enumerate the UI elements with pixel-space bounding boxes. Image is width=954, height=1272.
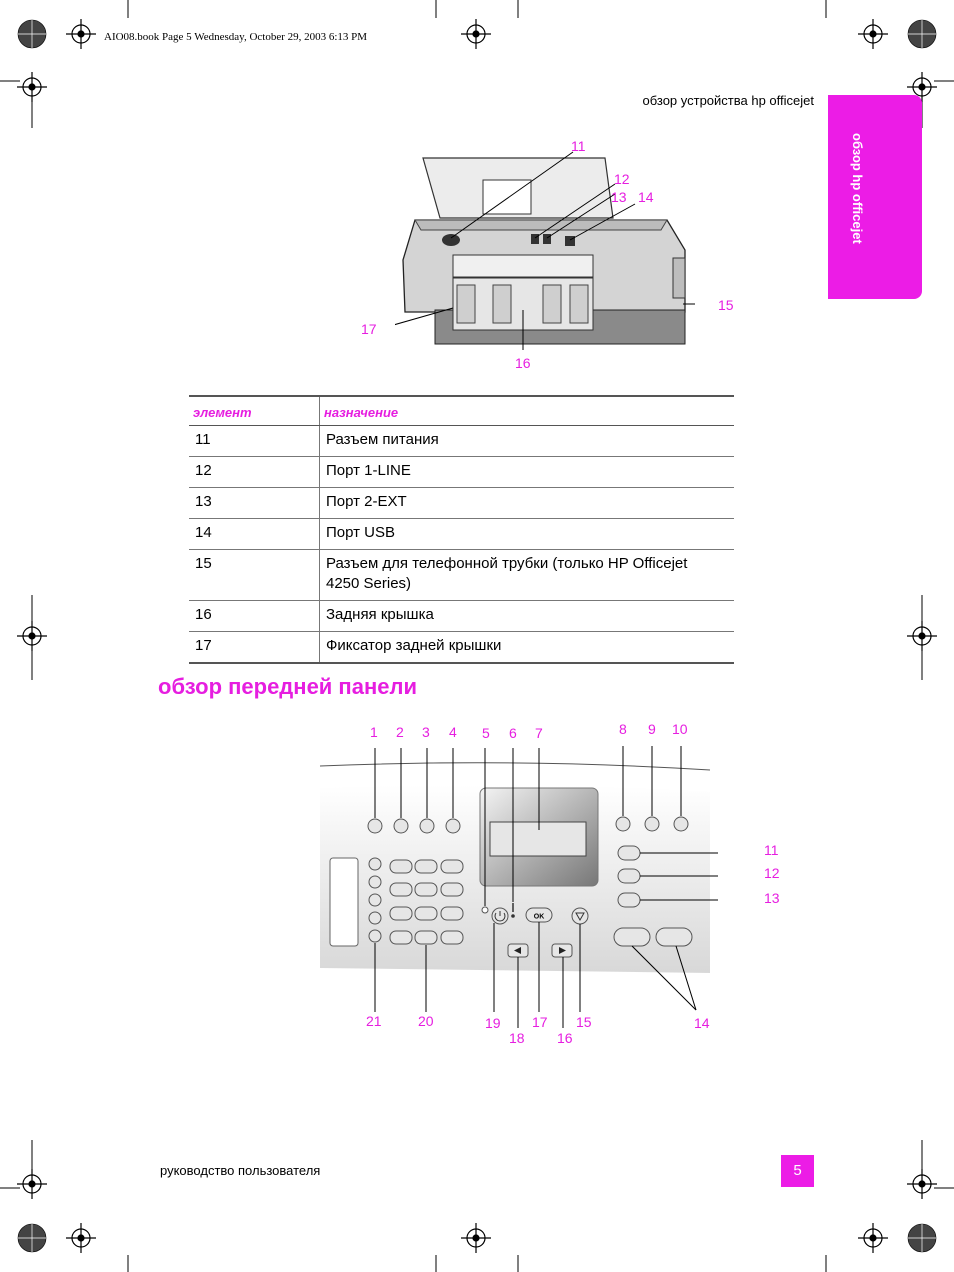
cell-number: 12 bbox=[189, 457, 320, 488]
table-row bbox=[189, 550, 734, 601]
callout-front-2: 2 bbox=[396, 724, 404, 740]
callout-front-15: 15 bbox=[576, 1014, 592, 1030]
cell-purpose: Фиксатор задней крышки bbox=[320, 632, 735, 664]
callout-front-10: 10 bbox=[672, 721, 688, 737]
cell-number: 14 bbox=[189, 519, 320, 550]
callout-front-19: 19 bbox=[485, 1015, 501, 1031]
cell-purpose: Порт USB bbox=[320, 519, 735, 550]
cell-purpose: Задняя крышка bbox=[320, 601, 735, 632]
cell-number: 17 bbox=[189, 632, 320, 664]
callout-front-11: 11 bbox=[764, 842, 779, 858]
footer-text: руководство пользователя bbox=[160, 1163, 321, 1178]
cell-number: 13 bbox=[189, 488, 320, 519]
callout-front-18: 18 bbox=[509, 1030, 525, 1046]
cell-number: 11 bbox=[189, 426, 320, 457]
callout-front-7: 7 bbox=[535, 725, 543, 741]
table-row bbox=[189, 601, 734, 632]
callout-front-1: 1 bbox=[370, 724, 378, 740]
callout-front-12: 12 bbox=[764, 865, 780, 881]
callout-front-13: 13 bbox=[764, 890, 780, 906]
section-title: обзор передней панели bbox=[158, 674, 417, 699]
callout-back-13: 13 bbox=[611, 189, 627, 205]
callout-front-4: 4 bbox=[449, 724, 457, 740]
callout-back-17: 17 bbox=[361, 321, 377, 337]
callout-front-9: 9 bbox=[648, 721, 656, 737]
parts-table bbox=[189, 395, 734, 664]
cell-purpose: Порт 1-LINE bbox=[320, 457, 735, 488]
callout-back-11: 11 bbox=[571, 138, 586, 154]
side-tab bbox=[828, 95, 922, 299]
callout-back-12: 12 bbox=[614, 171, 630, 187]
table-header-row bbox=[189, 396, 734, 426]
callout-front-17: 17 bbox=[532, 1014, 548, 1030]
cell-number: 16 bbox=[189, 601, 320, 632]
cell-purpose: Порт 2-EXT bbox=[320, 488, 735, 519]
callout-back-14: 14 bbox=[638, 189, 654, 205]
table-row bbox=[189, 457, 734, 488]
running-head: обзор устройства hp officejet bbox=[642, 93, 814, 108]
ok-button-label: OK bbox=[533, 913, 545, 921]
callout-front-14: 14 bbox=[694, 1015, 710, 1031]
printer-back-illustration bbox=[395, 150, 695, 350]
cell-purpose: Разъем для телефонной трубки (только HP Officejet 4250 Series) bbox=[320, 550, 735, 601]
front-panel-illustration bbox=[318, 740, 718, 1040]
table-row bbox=[189, 488, 734, 519]
cell-number: 15 bbox=[189, 550, 320, 601]
callout-front-20: 20 bbox=[418, 1013, 434, 1029]
callout-front-16: 16 bbox=[557, 1030, 573, 1046]
column-header-element: элемент bbox=[189, 396, 320, 426]
callout-front-8: 8 bbox=[619, 721, 627, 737]
callout-back-15: 15 bbox=[718, 297, 734, 313]
book-info-line: AIO08.book Page 5 Wednesday, October 29, 2003 6:13 PM bbox=[104, 31, 368, 43]
cell-purpose: Разъем питания bbox=[320, 426, 735, 457]
table-row bbox=[189, 426, 734, 457]
table-row bbox=[189, 519, 734, 550]
callout-front-21: 21 bbox=[366, 1013, 382, 1029]
page-number: 5 bbox=[781, 1155, 814, 1187]
callout-back-16: 16 bbox=[515, 355, 531, 371]
callout-front-6: 6 bbox=[509, 725, 517, 741]
callout-front-5: 5 bbox=[482, 725, 490, 741]
column-header-purpose: назначение bbox=[320, 396, 735, 426]
callout-front-3: 3 bbox=[422, 724, 430, 740]
side-tab-label: обзор hp officejet bbox=[850, 133, 865, 244]
table-row bbox=[189, 632, 734, 664]
